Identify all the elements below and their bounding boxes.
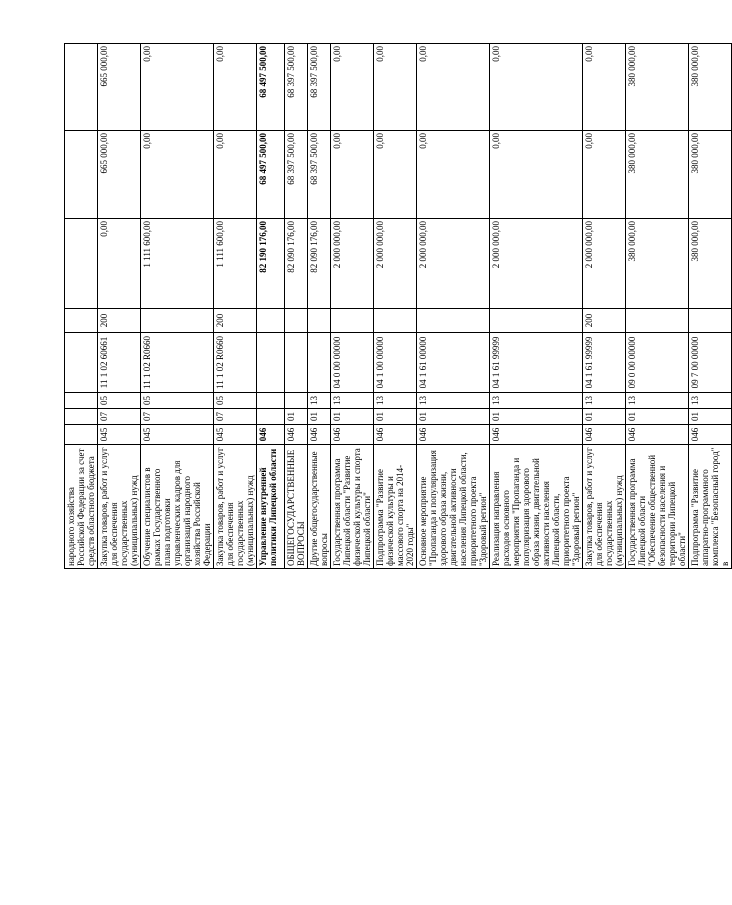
amount-2019 <box>65 131 98 219</box>
amount-2018: 1 111 600,00 <box>214 219 257 309</box>
subsection-code: 13 <box>417 393 490 409</box>
row-name: Закупка товаров, работ и услуг для обеспечения государственных (муниципальных) нужд <box>214 445 257 569</box>
row-name: Подпрограмма "Развитие физической культуры и массового спорта на 2014-2020 годы" <box>374 445 417 569</box>
amount-2018: 82 190 176,00 <box>257 219 285 309</box>
expense-code <box>331 309 374 333</box>
amount-2018: 0,00 <box>98 219 141 309</box>
subsection-code: 13 <box>331 393 374 409</box>
table-row <box>257 44 285 569</box>
amount-2020: 68 397 500,00 <box>308 44 331 131</box>
target-code <box>257 333 285 393</box>
target-code: 09 0 00 00000 <box>626 333 689 393</box>
amount-2019: 0,00 <box>331 131 374 219</box>
section-code: 01 <box>285 409 308 425</box>
section-code: 01 <box>583 409 626 425</box>
amount-2018: 2 000 000,00 <box>331 219 374 309</box>
table-row <box>583 44 626 569</box>
amount-2018: 2 000 000,00 <box>374 219 417 309</box>
target-code: 04 1 61 99999 <box>583 333 626 393</box>
amount-2019: 68 397 500,00 <box>308 131 331 219</box>
expense-code: 200 <box>214 309 257 333</box>
amount-2019: 0,00 <box>374 131 417 219</box>
admin-code: 046 <box>583 425 626 445</box>
section-code: 01 <box>374 409 417 425</box>
target-code <box>65 333 98 393</box>
target-code: 04 0 00 00000 <box>331 333 374 393</box>
section-code: 07 <box>141 409 214 425</box>
subsection-code: 13 <box>626 393 689 409</box>
table-body <box>65 44 732 569</box>
section-code: 07 <box>214 409 257 425</box>
expense-code: 200 <box>98 309 141 333</box>
admin-code: 046 <box>374 425 417 445</box>
row-name: Управление внутренней политики Липецкой области <box>257 445 285 569</box>
section-code: 01 <box>331 409 374 425</box>
admin-code: 046 <box>417 425 490 445</box>
subsection-code: 05 <box>98 393 141 409</box>
table-row <box>308 44 331 569</box>
admin-code <box>65 425 98 445</box>
amount-2019: 0,00 <box>490 131 583 219</box>
row-name: Закупка товаров, работ и услуг для обеспечения государственных (муниципальных) нужд <box>98 445 141 569</box>
table-row <box>141 44 214 569</box>
amount-2020: 68 497 500,00 <box>257 44 285 131</box>
amount-2020: 0,00 <box>490 44 583 131</box>
row-name: Другие общегосударственные вопросы <box>308 445 331 569</box>
table-row <box>98 44 141 569</box>
amount-2018: 2 000 000,00 <box>417 219 490 309</box>
amount-2018 <box>65 219 98 309</box>
expense-code <box>308 309 331 333</box>
row-name: Закупка товаров, работ и услуг для обеспечения государственных (муниципальных) нужд <box>583 445 626 569</box>
amount-2020: 665 000,00 <box>98 44 141 131</box>
row-name: Реализация направления расходов основного мероприятия "Пропаганда и популяризация здорового образа жизни, двигательной активности населения Липецкой области, приоритетного проекта "Здоровый регион" <box>490 445 583 569</box>
amount-2020: 380 000,00 <box>626 44 689 131</box>
amount-2020: 68 397 500,00 <box>285 44 308 131</box>
expense-code <box>417 309 490 333</box>
row-name: Подпрограмма "Развитие аппаратно-программного комплекса "Безопасный город" в <box>689 445 732 569</box>
amount-2018: 2 000 000,00 <box>490 219 583 309</box>
subsection-code: 13 <box>583 393 626 409</box>
target-code: 04 1 61 00000 <box>417 333 490 393</box>
expense-code <box>626 309 689 333</box>
expense-code <box>141 309 214 333</box>
target-code <box>285 333 308 393</box>
subsection-code: 13 <box>689 393 732 409</box>
section-code: 01 <box>689 409 732 425</box>
expense-code <box>490 309 583 333</box>
admin-code: 045 <box>141 425 214 445</box>
amount-2019: 0,00 <box>141 131 214 219</box>
admin-code: 046 <box>490 425 583 445</box>
section-code: 01 <box>490 409 583 425</box>
table-row <box>285 44 308 569</box>
amount-2019: 380 000,00 <box>626 131 689 219</box>
amount-2020 <box>65 44 98 131</box>
admin-code: 046 <box>626 425 689 445</box>
subsection-code <box>285 393 308 409</box>
amount-2019: 0,00 <box>583 131 626 219</box>
amount-2020: 0,00 <box>331 44 374 131</box>
section-code: 01 <box>308 409 331 425</box>
target-code: 09 7 00 00000 <box>689 333 732 393</box>
expense-code <box>689 309 732 333</box>
target-code: 04 1 61 99999 <box>490 333 583 393</box>
admin-code: 046 <box>308 425 331 445</box>
amount-2018: 2 000 000,00 <box>583 219 626 309</box>
expense-code <box>65 309 98 333</box>
admin-code: 045 <box>98 425 141 445</box>
subsection-code: 13 <box>374 393 417 409</box>
amount-2019: 0,00 <box>417 131 490 219</box>
target-code: 11 1 02 60661 <box>98 333 141 393</box>
admin-code: 046 <box>285 425 308 445</box>
subsection-code: 05 <box>141 393 214 409</box>
section-code: 01 <box>626 409 689 425</box>
budget-table <box>64 43 732 569</box>
table-row <box>374 44 417 569</box>
amount-2018: 1 111 600,00 <box>141 219 214 309</box>
expense-code: 200 <box>583 309 626 333</box>
subsection-code: 13 <box>308 393 331 409</box>
admin-code: 046 <box>689 425 732 445</box>
amount-2018: 380 000,00 <box>626 219 689 309</box>
target-code: 11 1 02 R0660 <box>214 333 257 393</box>
subsection-code <box>257 393 285 409</box>
table-row <box>331 44 374 569</box>
table-row <box>417 44 490 569</box>
row-name: Государственная программа Липецкой области "Развитие физической культуры и спорта Липецкой области" <box>331 445 374 569</box>
table-row <box>490 44 583 569</box>
section-code: 01 <box>417 409 490 425</box>
amount-2020: 0,00 <box>417 44 490 131</box>
amount-2019: 68 397 500,00 <box>285 131 308 219</box>
amount-2020: 0,00 <box>141 44 214 131</box>
expense-code <box>257 309 285 333</box>
amount-2020: 0,00 <box>374 44 417 131</box>
subsection-code: 13 <box>490 393 583 409</box>
table-row <box>214 44 257 569</box>
table-row <box>626 44 689 569</box>
amount-2019: 665 000,00 <box>98 131 141 219</box>
admin-code: 046 <box>331 425 374 445</box>
admin-code: 045 <box>214 425 257 445</box>
amount-2018: 82 090 176,00 <box>285 219 308 309</box>
admin-code: 046 <box>257 425 285 445</box>
amount-2020: 0,00 <box>583 44 626 131</box>
row-name: Основное мероприятие "Пропаганда и популяризация здорового образа жизни, двигательной активности населения Липецкой области, приоритетного проекта "Здоровый регион" <box>417 445 490 569</box>
expense-code <box>285 309 308 333</box>
amount-2020: 0,00 <box>214 44 257 131</box>
table-row <box>65 44 98 569</box>
expense-code <box>374 309 417 333</box>
amount-2020: 380 000,00 <box>689 44 732 131</box>
section-code <box>257 409 285 425</box>
amount-2019: 380 000,00 <box>689 131 732 219</box>
section-code: 07 <box>98 409 141 425</box>
target-code: 11 1 02 R0660 <box>141 333 214 393</box>
row-name: народного хозяйства Российской Федерации за счет средств областного бюджета <box>65 445 98 569</box>
amount-2019: 68 497 500,00 <box>257 131 285 219</box>
row-name: ОБЩЕГОСУДАРСТВЕННЫЕ ВОПРОСЫ <box>285 445 308 569</box>
target-code <box>308 333 331 393</box>
amount-2018: 82 090 176,00 <box>308 219 331 309</box>
amount-2018: 380 000,00 <box>689 219 732 309</box>
amount-2019: 0,00 <box>214 131 257 219</box>
subsection-code: 05 <box>214 393 257 409</box>
subsection-code <box>65 393 98 409</box>
table-row <box>689 44 732 569</box>
row-name: Государственная программа Липецкой области "Обеспечение общественной безопасности населения и территории Липецкой области" <box>626 445 689 569</box>
row-name: Обучение специалистов в рамках Государственного плана подготовки управленческих кадров для организаций народного хозяйства Российской Федерации <box>141 445 214 569</box>
section-code <box>65 409 98 425</box>
target-code: 04 1 00 00000 <box>374 333 417 393</box>
